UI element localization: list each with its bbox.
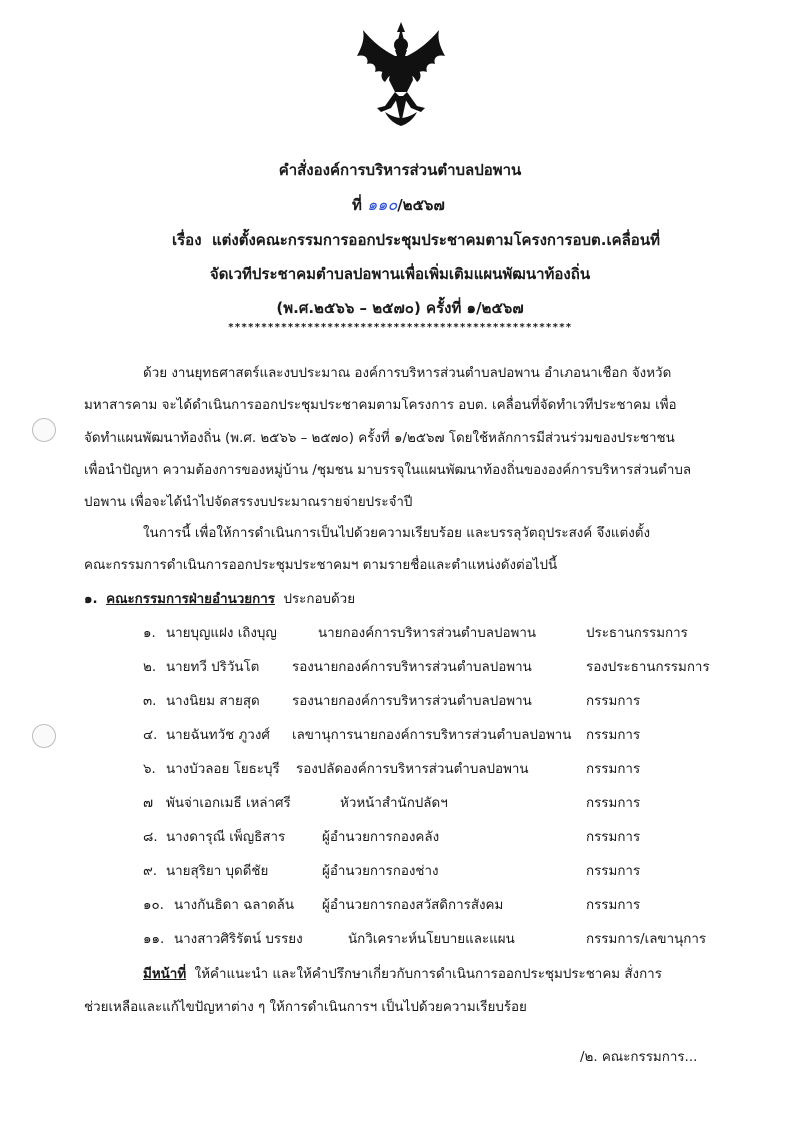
subject-text-1: แต่งตั้งคณะกรรมการออกประชุมประชาคมตามโครงการอบต.เคลื่อนที่ (211, 231, 660, 249)
order-number-label: ที่ (352, 196, 362, 214)
member-role: กรรมการ (586, 762, 641, 777)
member-number: ๓. (143, 694, 157, 709)
member-name: พันจ่าเอกเมธี เหล่าศรี (166, 796, 291, 811)
member-position: หัวหน้าสำนักปลัดฯ (340, 796, 448, 811)
member-position: ผู้อำนวยการกองคลัง (322, 830, 440, 845)
intro-line-3: จัดทำแผนพัฒนาท้องถิ่น (พ.ศ. ๒๕๖๖ – ๒๕๗๐) ครั้งที่ ๑/๒๕๖๗ โดยใช้หลักการมีส่วนร่วมของประชาชน (84, 431, 675, 446)
order-number-suffix: /๒๕๖๗ (397, 196, 445, 214)
member-position: ผู้อำนวยการกองสวัสดิการสังคม (322, 898, 504, 913)
member-position: รองปลัดองค์การบริหารส่วนตำบลปอพาน (296, 762, 529, 777)
section-1-suffix: ประกอบด้วย (283, 592, 356, 607)
member-number: ๑๑. (143, 932, 165, 947)
member-position: นายกองค์การบริหารส่วนตำบลปอพาน (318, 626, 537, 641)
subject-label: เรื่อง (172, 231, 202, 249)
section-1-number: ๑. (84, 592, 98, 607)
member-position: นักวิเคราะห์นโยบายและแผน (348, 932, 515, 947)
intro-line-2: มหาสารคาม จะได้ดำเนินการออกประชุมประชาคมตามโครงการ อบต. เคลื่อนที่จัดทำเวทีประชาคม เพื่อ (84, 398, 677, 413)
duty-line-2: ช่วยเหลือและแก้ไขปัญหาต่าง ๆ ให้การดำเนินการฯ เป็นไปด้วยความเรียบร้อย (84, 1000, 527, 1015)
member-number: ๒. (143, 660, 157, 675)
member-position: ผู้อำนวยการกองช่าง (322, 864, 439, 879)
order-number (352, 193, 445, 218)
member-number: ๗ (143, 796, 154, 811)
intro-line-4: เพื่อนำปัญหา ความต้องการของหมู่บ้าน /ชุมชน มาบรรจุในแผนพัฒนาท้องถิ่นขององค์การบริหารส่วนตำบล (84, 463, 692, 478)
member-role: กรรมการ (586, 694, 641, 709)
member-role: ประธานกรรมการ (586, 626, 688, 641)
member-name: นางดารุณี เพ็ญธิสาร (166, 830, 286, 845)
member-role: กรรมการ/เลขานุการ (586, 932, 707, 947)
member-position: เลขานุการนายกองค์การบริหารส่วนตำบลปอพาน (292, 728, 572, 743)
member-number: ๘. (143, 830, 158, 845)
duty-text-1: ให้คำแนะนำ และให้คำปรึกษาเกี่ยวกับการดำเนินการออกประชุมประชาคม สั่งการ (194, 967, 662, 982)
intro-line-5: ปอพาน เพื่อจะได้นำไปจัดสรรงบประมาณรายจ่ายประจำปี (84, 495, 413, 510)
duty-line-1 (143, 963, 662, 984)
order-number-handwritten: ๑๑๐ (367, 195, 398, 214)
member-role: รองประธานกรรมการ (586, 660, 710, 675)
member-number: ๖. (143, 762, 156, 777)
purpose-line-1: ในการนี้ เพื่อให้การดำเนินการเป็นไปด้วยความเรียบร้อย และบรรลุวัตถุประสงค์ จึงแต่งตั้ง (143, 526, 651, 541)
order-title: คำสั่งองค์การบริหารส่วนตำบลปอพาน (278, 161, 522, 179)
section-1-heading (84, 588, 355, 609)
member-role: กรรมการ (586, 728, 641, 743)
subject-line-1 (172, 228, 660, 252)
member-role: กรรมการ (586, 864, 641, 879)
member-name: นางนิยม สายสุด (166, 694, 260, 709)
member-number: ๙. (143, 864, 158, 879)
member-number: ๑๐. (143, 898, 164, 913)
member-role: กรรมการ (586, 796, 641, 811)
member-number: ๔. (143, 728, 158, 743)
member-name: นายสุริยา บุดดีชัย (166, 864, 269, 879)
member-name: นางสาวศิริรัตน์ บรรยง (174, 932, 303, 947)
subject-line-3: (พ.ศ.๒๕๖๖ – ๒๕๗๐) ครั้งที่ ๑/๒๕๖๗ (276, 299, 524, 317)
separator-line: **************************************************** (227, 322, 573, 333)
member-role: กรรมการ (586, 898, 641, 913)
continued-note: /๒. คณะกรรมการ... (580, 1050, 698, 1065)
duty-label: มีหน้าที่ (143, 967, 187, 982)
section-1-title: คณะกรรมการฝ่ายอำนวยการ (106, 592, 275, 607)
member-name: นายทวี ปริวันโต (166, 660, 260, 675)
member-name: นางกันธิดา ฉลาดล้น (174, 898, 295, 913)
member-name: นายฉันทวัช ภูวงศ์ (166, 728, 270, 743)
member-position: รองนายกองค์การบริหารส่วนตำบลปอพาน (292, 660, 532, 675)
member-name: นายบุญแฝง เถิงบุญ (166, 626, 277, 641)
member-position: รองนายกองค์การบริหารส่วนตำบลปอพาน (292, 694, 532, 709)
purpose-line-2: คณะกรรมการดำเนินการออกประชุมประชาคมฯ ตามรายชื่อและตำแหน่งดังต่อไปนี้ (84, 558, 558, 573)
member-number: ๑. (143, 626, 156, 641)
punch-hole (32, 418, 56, 442)
member-role: กรรมการ (586, 830, 641, 845)
garuda-emblem-icon (355, 20, 447, 128)
member-name: นางบัวลอย โยธะบุรี (166, 762, 280, 777)
punch-hole (32, 724, 56, 748)
intro-line-1: ด้วย งานยุทธศาสตร์และงบประมาณ องค์การบริหารส่วนตำบลปอพาน อำเภอนาเชือก จังหวัด (143, 366, 672, 381)
subject-line-2: จัดเวทีประชาคมตำบลปอพานเพื่อเพิ่มเติมแผนพัฒนาท้องถิ่น (209, 265, 591, 283)
